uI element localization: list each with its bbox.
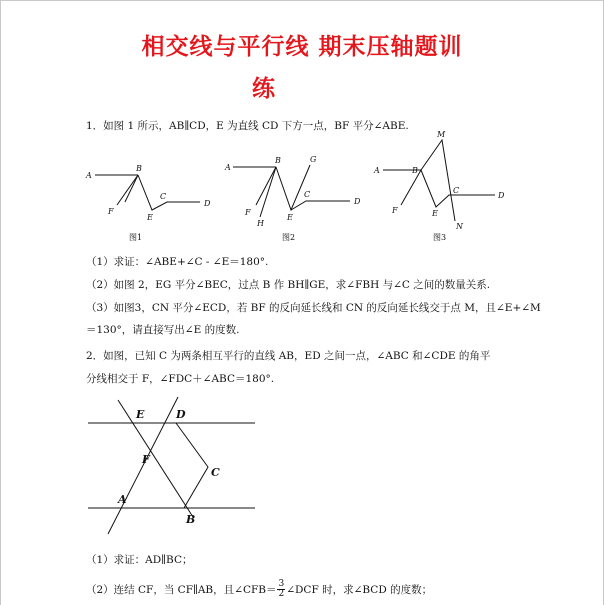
figure-3 xyxy=(373,130,505,242)
fig2-label-h: H xyxy=(257,219,264,228)
q1-sub1: （1）求证：∠ABE+∠C - ∠E＝180°. xyxy=(86,256,269,268)
fig1-label-e: E xyxy=(147,213,153,222)
fig3-label-c: C xyxy=(453,186,460,195)
q1-figures xyxy=(0,125,604,375)
figure-2 xyxy=(224,155,361,242)
q2-sub2-prefix: （2）连结 CF，当 CF∥AB，且∠CFB＝ xyxy=(86,584,277,596)
fig2-label-g: G xyxy=(310,155,317,164)
q2-sub2-suffix: ∠DCF 时，求∠BCD 的度数； xyxy=(286,584,433,596)
q1-sub3-line1: （3）如图3，CN 平分∠ECD，若 BF 的反向延长线和 CN 的反向延长线交于点 M，且∠E+∠M xyxy=(86,302,541,314)
figure-1 xyxy=(85,164,211,242)
fig3-label-d: D xyxy=(498,191,505,200)
fig2-label-d: D xyxy=(354,197,361,206)
q2-sub2-denominator: 2 xyxy=(278,589,285,599)
q2-label-f: F xyxy=(142,453,150,466)
q2-label-a: A xyxy=(118,493,127,506)
fig3-label-f: F xyxy=(392,206,398,215)
q2-label-c: C xyxy=(211,466,220,479)
fig1-label-c: C xyxy=(160,192,167,201)
fig2-label-e: E xyxy=(287,213,293,222)
fig2-label-c: C xyxy=(304,190,311,199)
q2-stem-line1: 2．如图，已知 C 为两条相互平行的直线 AB，ED 之间一点，∠ABC 和∠CDE 的角平 xyxy=(86,350,491,362)
q1-sub3-line2: ＝130°，请直接写出∠E 的度数. xyxy=(86,324,240,336)
fig2-label-f: F xyxy=(245,208,251,217)
fig3-caption: 图3 xyxy=(433,233,447,242)
fig3-label-e: E xyxy=(432,209,438,218)
q2-sub2-numerator: 3 xyxy=(278,579,285,589)
q1-stem: 1．如图 1 所示，AB∥CD，E 为直线 CD 下方一点，BF 平分∠ABE. xyxy=(86,120,409,132)
fig1-label-b: B xyxy=(136,164,142,173)
fig2-label-b: B xyxy=(275,156,281,165)
q1-sub2: （2）如图 2，EG 平分∠BEC，过点 B 作 BH∥GE，求∠FBH 与∠C 之间的数量关系. xyxy=(86,279,491,291)
fig3-label-m: M xyxy=(437,130,446,139)
q2-label-b: B xyxy=(186,513,196,526)
q2-sub2-fraction xyxy=(277,580,285,599)
q2-sub1: （1）求证：AD∥BC； xyxy=(86,554,193,566)
q2-label-d: D xyxy=(176,408,186,421)
q2-label-e: E xyxy=(136,408,145,421)
fig1-caption: 图1 xyxy=(129,233,143,242)
fig1-label-d: D xyxy=(204,199,211,208)
q2-stem-line2: 分线相交于 F，∠FDC＋∠ABC＝180°. xyxy=(86,373,275,385)
fig1-label-f: F xyxy=(108,207,114,216)
q2-figure xyxy=(0,392,604,542)
fig1-label-a: A xyxy=(86,171,92,180)
fig2-label-a: A xyxy=(225,163,231,172)
fig2-caption: 图2 xyxy=(282,233,296,242)
fig3-label-n: N xyxy=(456,222,463,231)
page-title-line1: 相交线与平行线 期末压轴题训 xyxy=(141,34,463,60)
page-title-line2: 练 xyxy=(252,76,276,102)
fig3-label-a: A xyxy=(374,166,380,175)
fig3-label-b: B xyxy=(412,166,418,175)
q2-sub2 xyxy=(86,580,432,599)
top-border xyxy=(0,0,604,1)
